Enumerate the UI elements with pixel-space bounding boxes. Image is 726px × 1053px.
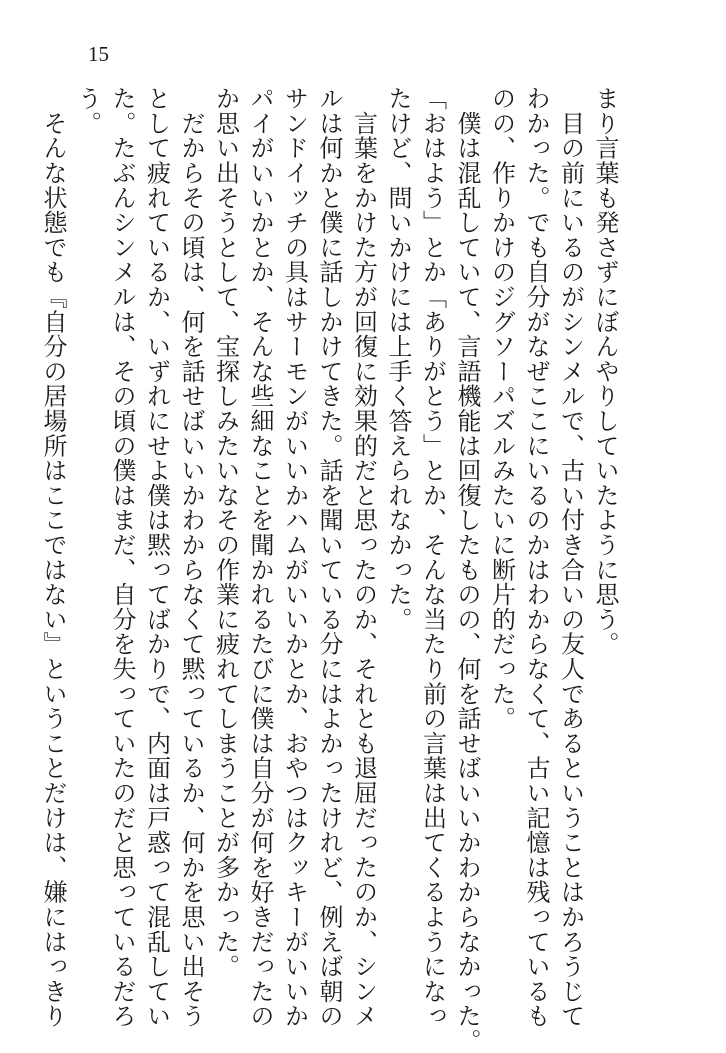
text-line: 目の前にいるのがシンメルで、古い付き合いの友人であるということはかろうじて [556, 86, 585, 1029]
body-text [36, 86, 623, 1053]
text-line: たけど、問いかけには上手く答えられなかった。 [384, 86, 412, 632]
text-line: う。 [73, 86, 102, 136]
text-line: のの、作りかけのジグソーパズルみたいに断片的だった。 [487, 86, 516, 731]
text-line: まり言葉も発さずにぼんやりしていたように思う。 [591, 86, 619, 657]
text-line: ルは何かと僕に話しかけてきた。話を聞いている分にはよかったけれど、例えば朝の [315, 86, 343, 1029]
page-number: 15 [88, 42, 109, 66]
text-line: だからその頃は、何を話せばいいかわからなくて黙っているか、何かを思い出そう [177, 86, 205, 1029]
text-line: 僕は混乱していて、言語機能は回復したものの、何を話せばいいかわからなかった。 [453, 86, 481, 1053]
text-line: サンドイッチの具はサーモンがいいかハムがいいかとか、おやつはクッキーがいいか [280, 86, 309, 1029]
text-line: わかった。でも自分がなぜここにいるのかはわからなくて、古い記憶は残っているも [522, 86, 550, 1029]
text-line: か思い出そうとして、宝探しみたいなその作業に疲れてしまうことが多かった。 [211, 86, 240, 979]
text-line: として疲れているか、いずれにせよ僕は黙ってばかりで、内面は戸惑って混乱してい [142, 86, 171, 1029]
text-line: 「おはよう」とか「ありがとう」とか、そんな当たり前の言葉は出てくるようになっ [418, 86, 447, 1029]
text-line: パイがいいかとか、そんな些細なことを聞かれるたびに僕は自分が何を好きだったの [246, 86, 274, 1029]
text-line: た。たぶんシンメルは、その頃の僕はまだ、自分を失っていたのだと思っているだろ [108, 86, 136, 1029]
text-line: 言葉をかけた方が回復に効果的だと思ったのか、それとも退屈だったのか、シンメ [349, 86, 378, 1029]
text-line: そんな状態でも『自分の居場所はここではない』ということだけは、嫌にはっきり [39, 86, 67, 1029]
